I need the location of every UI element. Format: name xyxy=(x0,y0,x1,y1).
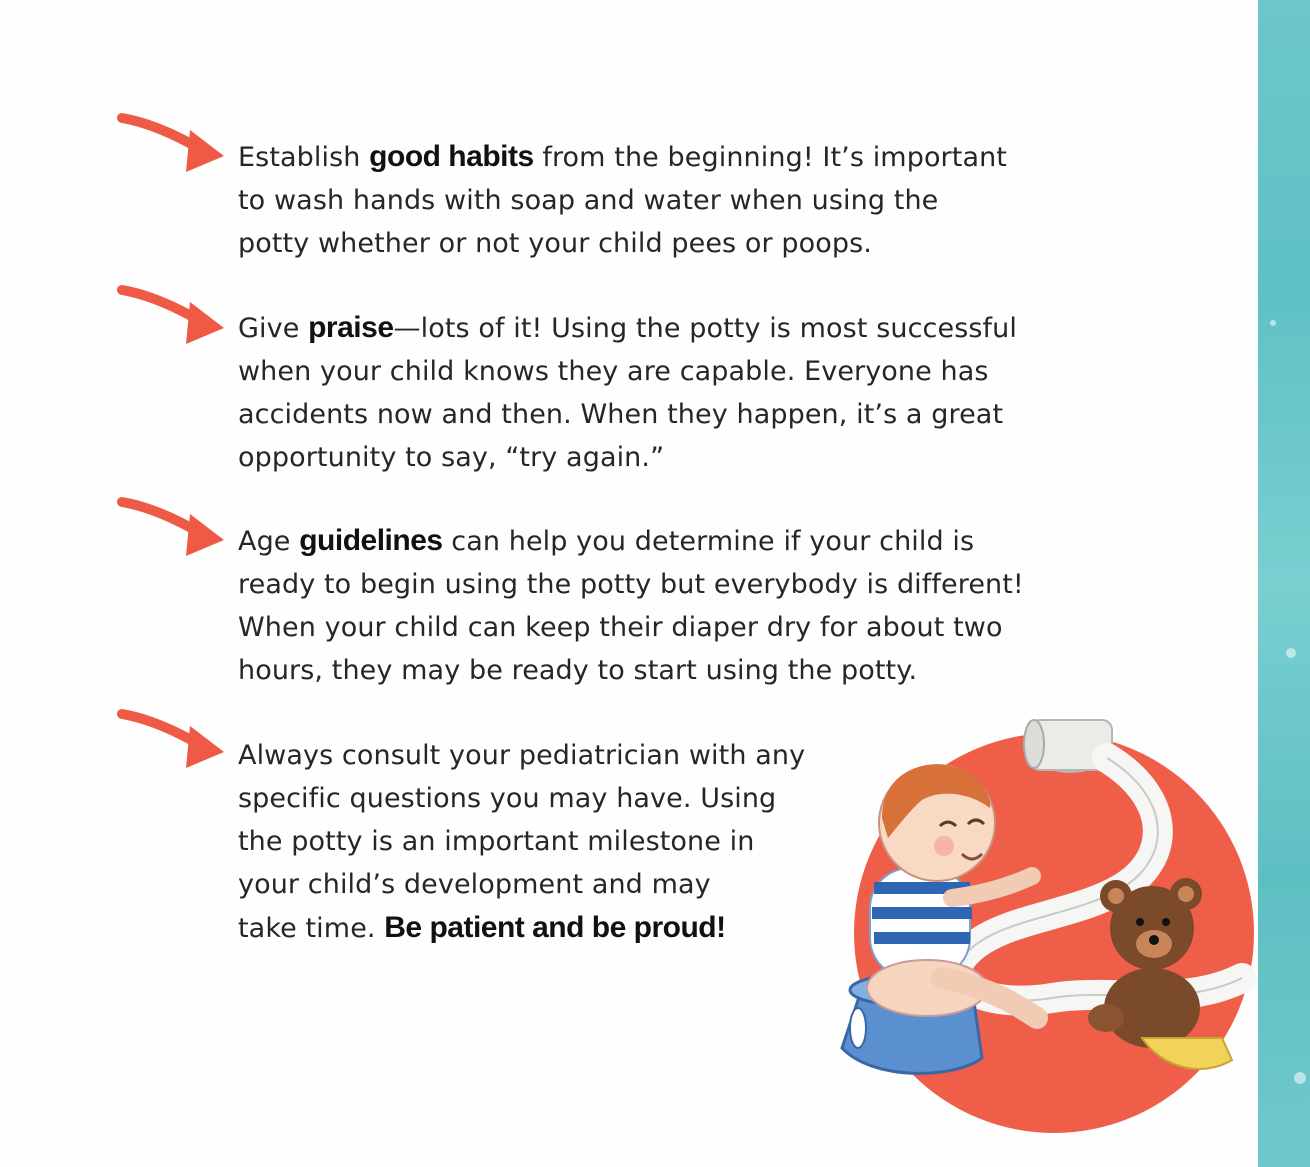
tip-text xyxy=(238,734,805,950)
arrow-icon xyxy=(116,110,228,182)
paint-speck xyxy=(1270,320,1276,326)
tip-text xyxy=(238,135,1007,265)
arrow-icon xyxy=(116,282,228,354)
tip-line: when your child knows they are capable. Everyone has xyxy=(238,356,989,387)
tip-line: potty whether or not your child pees or poops. xyxy=(238,228,872,259)
tip-line: Establish good habits from the beginning! It’s important xyxy=(238,140,1007,173)
toddler-potty-illustration xyxy=(822,708,1274,1138)
closing-highlight: Be patient and be proud! xyxy=(384,911,726,944)
tip-text xyxy=(238,306,1017,479)
arrow-icon xyxy=(116,706,228,778)
tip-line: the potty is an important milestone in xyxy=(238,826,755,857)
tip-line: hours, they may be ready to start using the potty. xyxy=(238,655,918,686)
tip-line: Always consult your pediatrician with any xyxy=(238,740,806,771)
tip-text xyxy=(238,519,1024,692)
tip-line: Age guidelines can help you determine if your child is xyxy=(238,524,975,557)
teal-side-strip xyxy=(1258,0,1310,1167)
tip-line: to wash hands with soap and water when using the xyxy=(238,185,939,216)
paint-speck xyxy=(1294,1072,1306,1084)
arrow-icon xyxy=(116,494,228,566)
tip-line: take time. Be patient and be proud! xyxy=(238,911,726,944)
tip-line: When your child can keep their diaper dry for about two xyxy=(238,612,1003,643)
highlight-word: praise xyxy=(308,311,394,344)
tip-line: specific questions you may have. Using xyxy=(238,783,777,814)
tip-line: opportunity to say, “try again.” xyxy=(238,442,665,473)
tip-line: your child’s development and may xyxy=(238,869,711,900)
tip-line: accidents now and then. When they happen, it’s a great xyxy=(238,399,1004,430)
tip-line: Give praise—lots of it! Using the potty is most successful xyxy=(238,311,1017,344)
highlight-word: good habits xyxy=(369,140,534,173)
tip-line: ready to begin using the potty but everybody is different! xyxy=(238,569,1024,600)
paint-speck xyxy=(1286,648,1296,658)
highlight-word: guidelines xyxy=(299,524,443,557)
